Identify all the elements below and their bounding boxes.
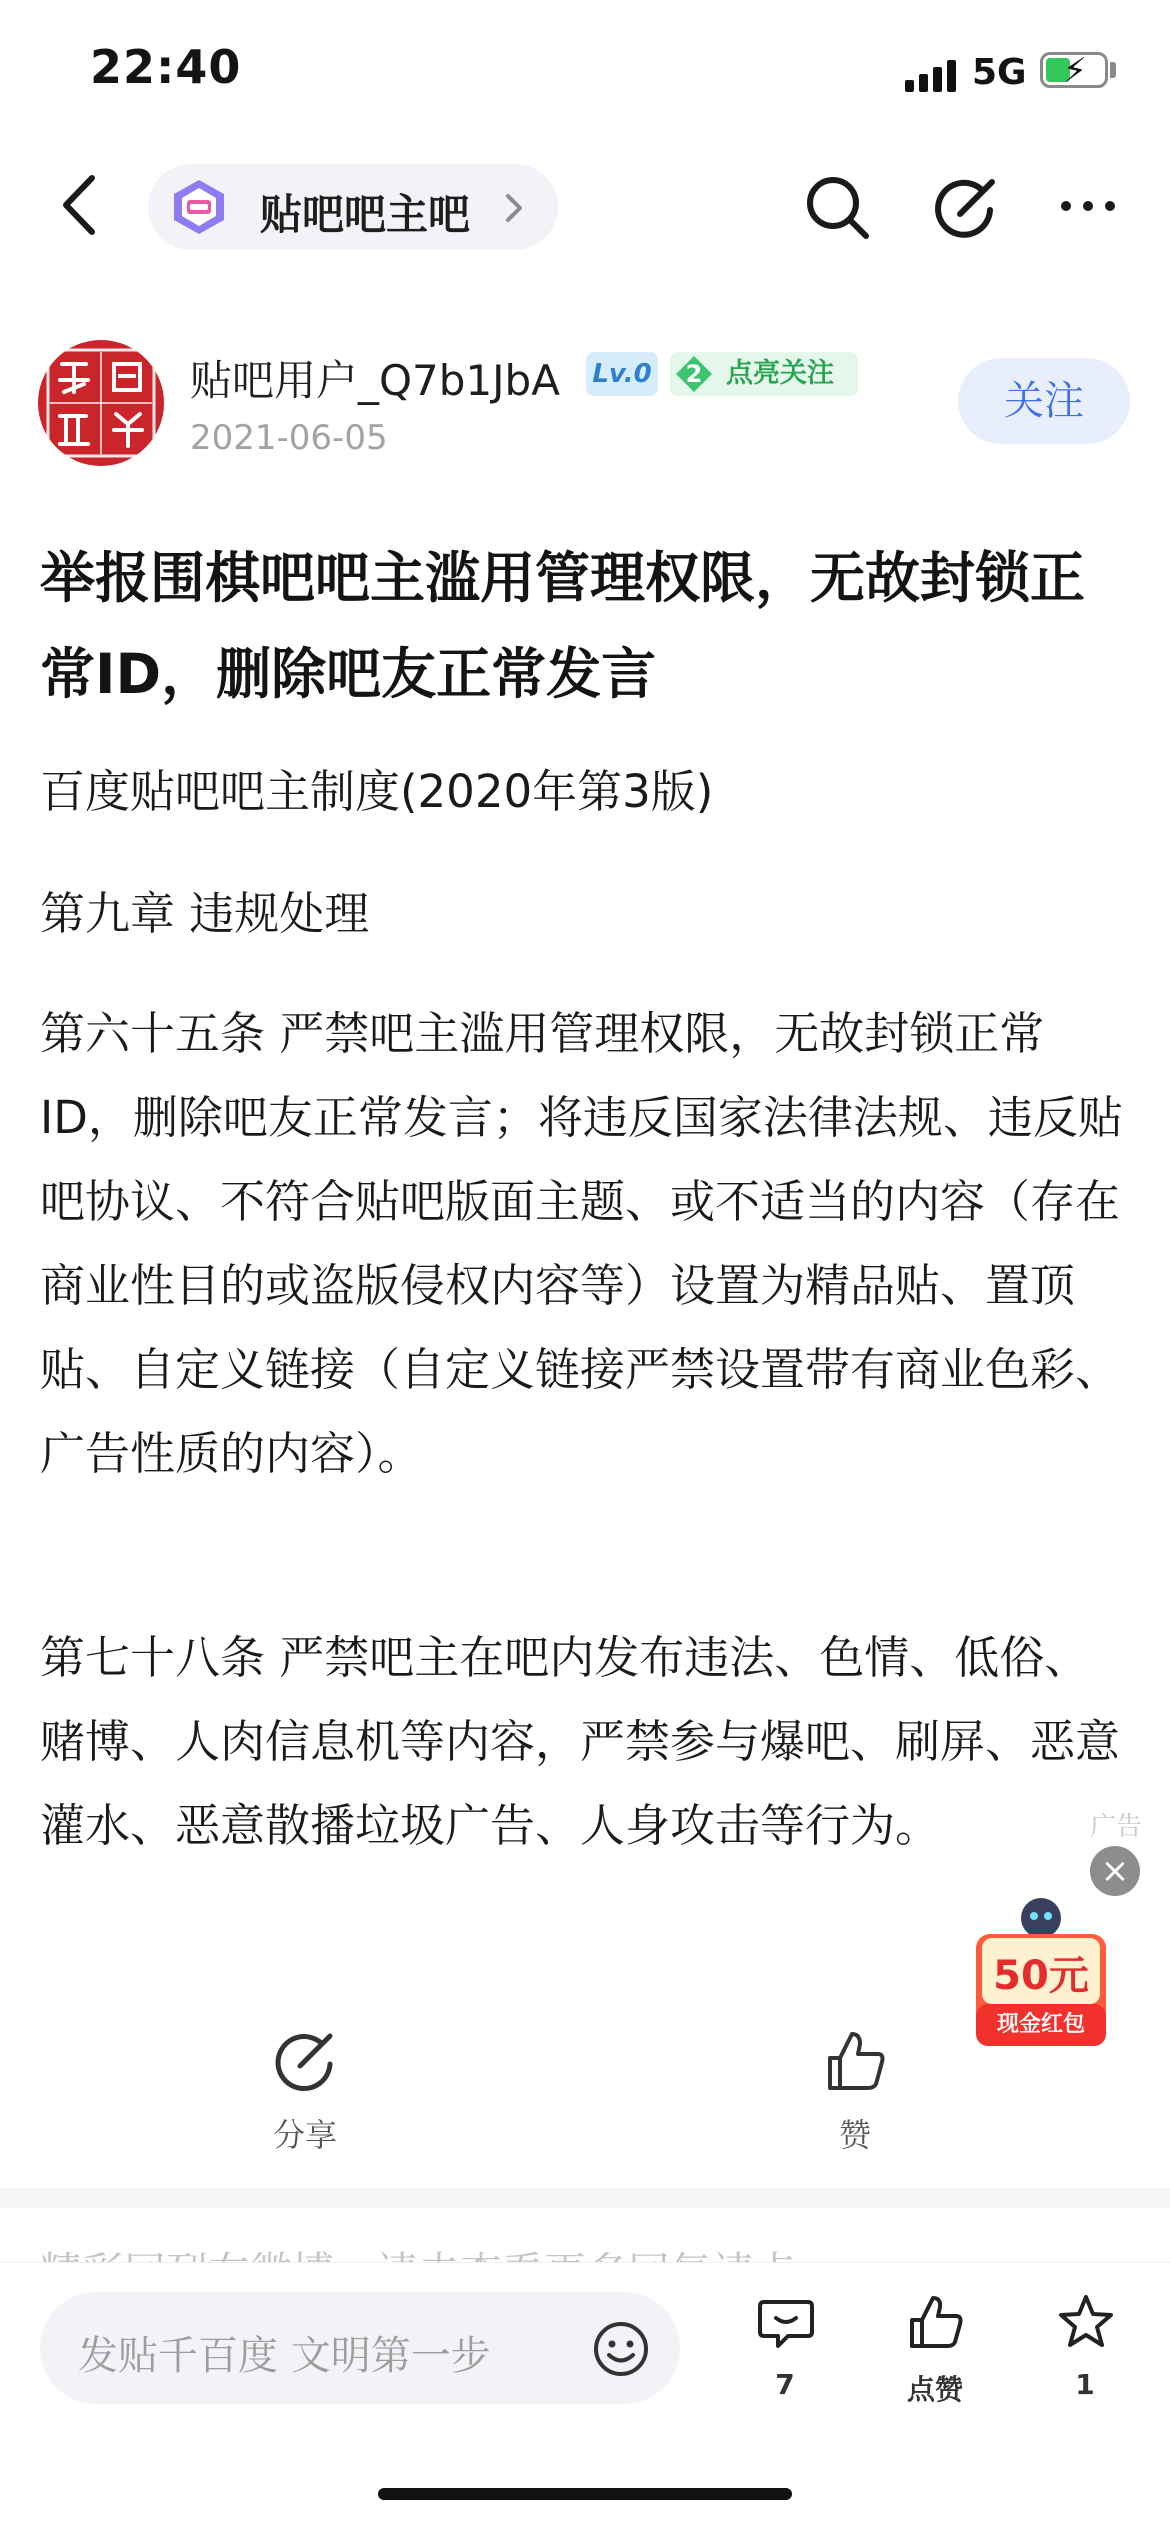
post-date: 2021-06-05 — [190, 418, 388, 458]
post-paragraph: 第七十八条 严禁吧主在吧内发布违法、色情、低俗、赌博、人肉信息机等内容，严禁参与爆吧、刷屏、恶意灌水、恶意散播垃圾广告、人身攻击等行为。 — [40, 1631, 1121, 1852]
ad-caption: 现金红包 — [996, 2012, 1085, 2037]
post-paragraph: 第九章 违规处理 — [40, 887, 370, 940]
compose-placeholder: 发贴千百度 文明第一步 — [78, 2333, 491, 2379]
share-label: 分享 — [272, 2116, 337, 2154]
more-horizontal-icon — [1058, 186, 1118, 226]
section-divider — [0, 2188, 1170, 2208]
signal-bars-icon — [905, 58, 959, 92]
close-icon: × — [1100, 1851, 1130, 1891]
like-count-label: 点赞 — [906, 2373, 963, 2406]
comment-icon — [756, 2292, 816, 2352]
ad-close-button[interactable] — [1090, 1846, 1140, 1896]
bottom-like-button[interactable] — [880, 2292, 990, 2422]
share-button[interactable] — [250, 2028, 360, 2158]
post-title: 举报围棋吧吧主滥用管理权限，无故封锁正常ID，删除吧友正常发言 — [40, 546, 1086, 706]
search-icon — [802, 172, 872, 242]
thumbs-up-icon — [822, 2028, 888, 2094]
author-username[interactable]: 贴吧用户_Q7b1JbA — [190, 356, 560, 405]
ad-label: 广告 — [1090, 1812, 1143, 1842]
home-indicator — [378, 2488, 792, 2500]
share-icon — [272, 2028, 338, 2094]
emoji-icon[interactable] — [592, 2320, 650, 2378]
network-label: 5G — [972, 52, 1027, 93]
status-time: 22:40 — [90, 40, 242, 94]
status-bar — [0, 0, 1170, 140]
edit-icon — [930, 172, 1000, 242]
light-follow-text: 点亮关注 — [726, 358, 834, 389]
avatar-seal-image — [38, 340, 164, 466]
ad-amount: 50元 — [993, 1953, 1089, 1999]
forum-name: 贴吧吧主吧 — [260, 190, 471, 239]
red-packet-ad[interactable] — [968, 1896, 1114, 2048]
chevron-right-icon — [496, 186, 532, 230]
chevron-left-icon — [52, 170, 112, 240]
tieba-bazhu-logo — [170, 178, 228, 236]
like-button[interactable] — [800, 2028, 910, 2158]
favorite-count: 1 — [1075, 2368, 1095, 2401]
battery-charging-icon: ⚡ — [1040, 52, 1108, 88]
post-paragraph: 第六十五条 严禁吧主滥用管理权限，无故封锁正常ID，删除吧友正常发言；将违反国家法律法规、违反贴吧协议、不符合贴吧版面主题、或不适当的内容（存在商业性目的或盗版侵权内容等）设置为精品贴、置顶贴、自定义链接（自定义链接严禁设置带有商业色彩、广告性质的内容）。 — [40, 1007, 1123, 1480]
follow-button[interactable]: 关注 — [958, 358, 1130, 444]
back-button[interactable] — [52, 170, 112, 240]
favorite-button[interactable] — [1030, 2292, 1140, 2422]
star-icon — [1056, 2292, 1116, 2352]
compose-input[interactable] — [40, 2292, 680, 2404]
forum-entry[interactable] — [148, 164, 558, 250]
light-level: 2 — [685, 360, 703, 388]
level-badge: Lv.0 — [586, 352, 658, 396]
light-follow-badge[interactable] — [670, 352, 858, 396]
more-button[interactable] — [1058, 186, 1118, 226]
avatar[interactable] — [38, 340, 164, 466]
like-label: 赞 — [838, 2116, 871, 2154]
comment-count: 7 — [775, 2368, 795, 2401]
thumbs-up-icon — [906, 2292, 966, 2352]
comment-button[interactable] — [730, 2292, 840, 2422]
search-button[interactable] — [802, 172, 872, 242]
battery-cap — [1110, 62, 1116, 78]
post-paragraph: 百度贴吧吧主制度(2020年第3版) — [40, 765, 714, 818]
edit-button[interactable] — [930, 172, 1000, 242]
